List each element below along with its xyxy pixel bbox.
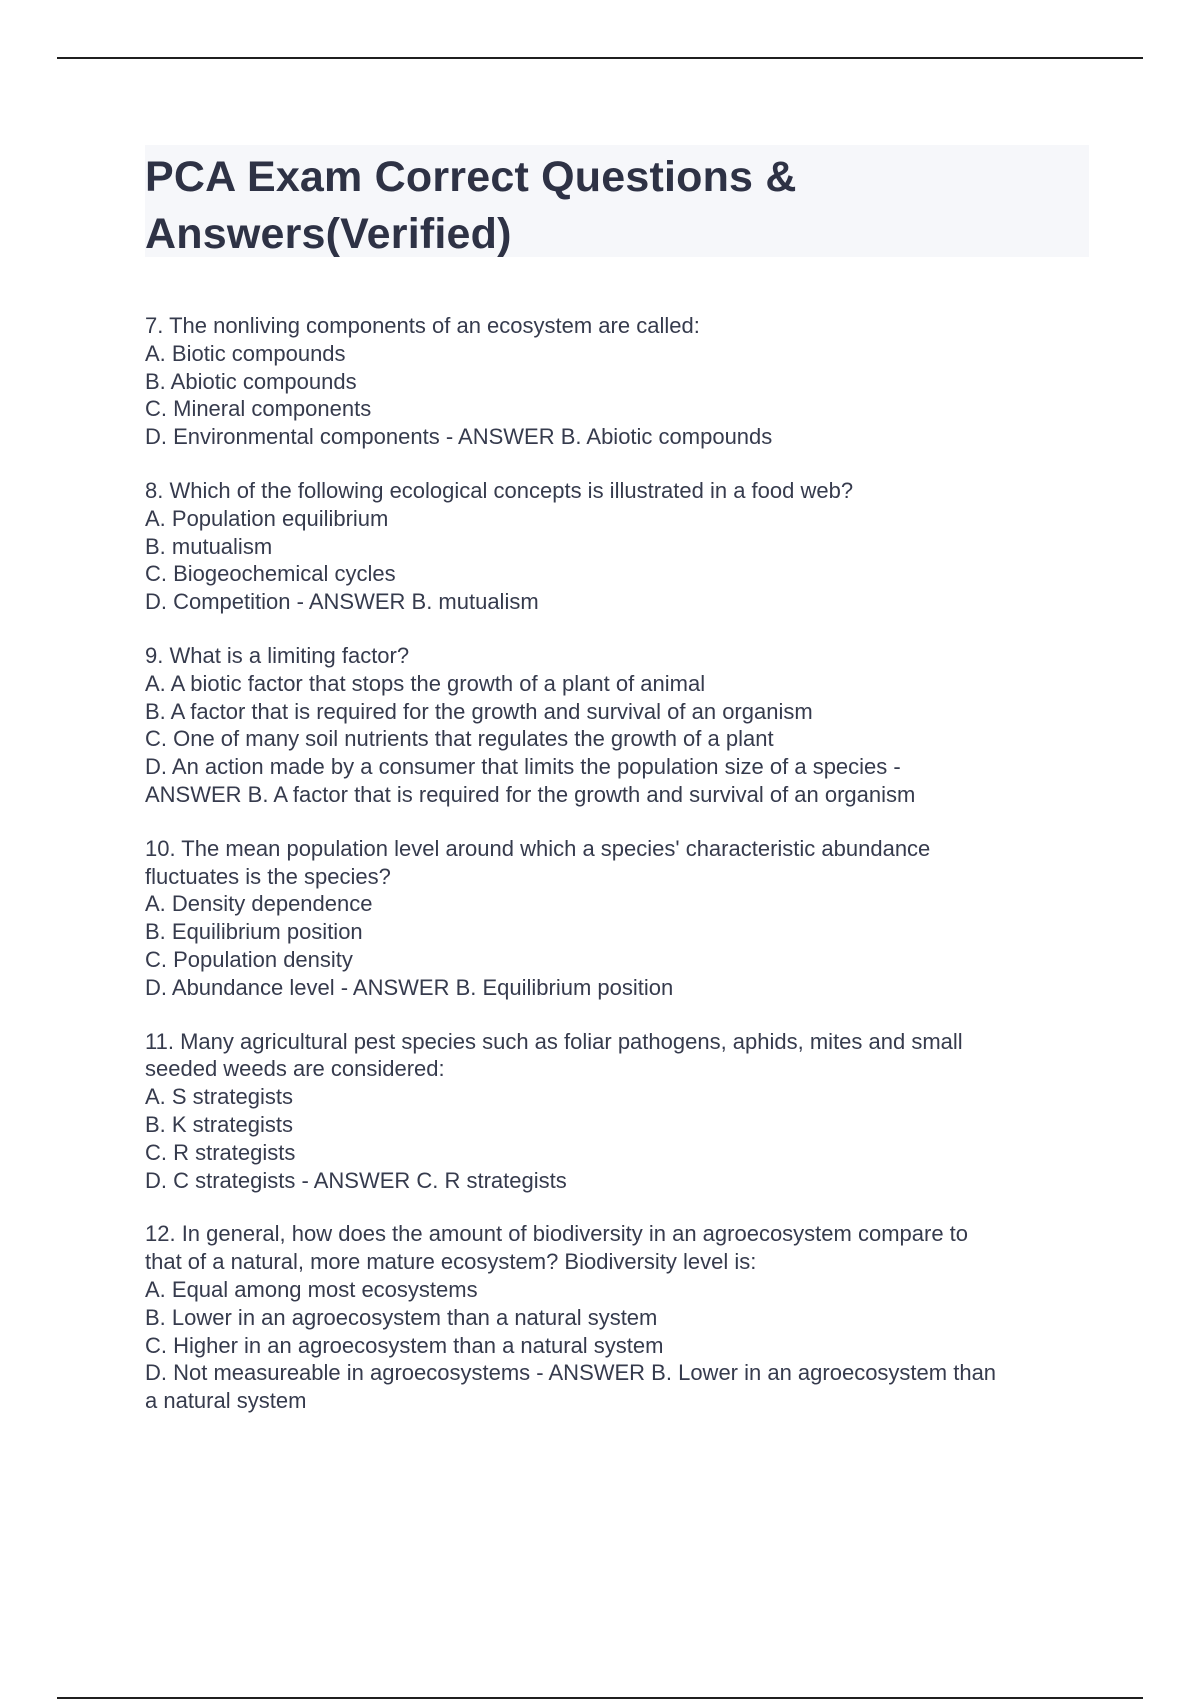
question-block <box>145 1220 1095 1415</box>
question-block <box>145 312 1095 451</box>
question-line: C. Population density <box>145 946 353 972</box>
question-line: C. R strategists <box>145 1139 296 1165</box>
question-line: B. mutualism <box>145 533 273 559</box>
title-line-2: Answers(Verified) <box>145 210 512 258</box>
question-line: A. A biotic factor that stops the growth of a plant of animal <box>145 670 706 696</box>
question-line: C. Higher in an agroecosystem than a natural system <box>145 1332 664 1358</box>
question-block <box>145 835 1095 1002</box>
question-line: D. An action made by a consumer that limits the population size of a species - <box>145 754 901 780</box>
question-text: 8. Which of the following ecological concepts is illustrated in a food web? <box>145 477 854 503</box>
question-line: D. Not measureable in agroecosystems - ANSWER B. Lower in an agroecosystem than <box>145 1360 997 1386</box>
question-line: A. Density dependence <box>145 891 373 917</box>
question-text: 9. What is a limiting factor? <box>145 642 410 668</box>
question-line: B. K strategists <box>145 1111 293 1137</box>
title-block <box>145 145 1089 257</box>
question-text: 12. In general, how does the amount of biodiversity in an agroecosystem compare to <box>145 1221 969 1247</box>
question-line: a natural system <box>145 1388 307 1414</box>
question-line: seeded weeds are considered: <box>145 1056 445 1082</box>
question-block <box>145 1028 1095 1195</box>
title-line-1: PCA Exam Correct Questions & <box>145 153 797 201</box>
question-line: C. Biogeochemical cycles <box>145 561 396 587</box>
question-block <box>145 477 1095 616</box>
question-line: A. Population equilibrium <box>145 505 389 531</box>
question-line: B. A factor that is required for the growth and survival of an organism <box>145 698 813 724</box>
question-line: A. S strategists <box>145 1084 293 1110</box>
question-text: 7. The nonliving components of an ecosystem are called: <box>145 313 700 338</box>
question-text: 11. Many agricultural pest species such as foliar pathogens, aphids, mites and small <box>145 1028 963 1054</box>
bottom-rule <box>57 1697 1143 1699</box>
question-line: D. C strategists - ANSWER C. R strategists <box>145 1167 567 1193</box>
top-rule <box>57 57 1143 59</box>
question-line: fluctuates is the species? <box>145 863 391 889</box>
question-line: that of a natural, more mature ecosystem? Biodiversity level is: <box>145 1249 757 1275</box>
question-line: B. Equilibrium position <box>145 919 363 945</box>
question-line: C. One of many soil nutrients that regulates the growth of a plant <box>145 726 774 752</box>
question-line: A. Equal among most ecosystems <box>145 1276 478 1302</box>
question-line: B. Lower in an agroecosystem than a natural system <box>145 1304 658 1330</box>
questions-list <box>145 312 1095 1441</box>
question-line: A. Biotic compounds <box>145 340 346 366</box>
question-line: D. Environmental components - ANSWER B. Abiotic compounds <box>145 424 773 450</box>
question-line: C. Mineral components <box>145 396 372 422</box>
question-line: D. Competition - ANSWER B. mutualism <box>145 589 539 615</box>
question-text: 10. The mean population level around which a species' characteristic abundance <box>145 835 931 861</box>
question-line: D. Abundance level - ANSWER B. Equilibrium position <box>145 974 674 1000</box>
question-line: ANSWER B. A factor that is required for the growth and survival of an organism <box>145 781 916 807</box>
page-title <box>145 145 1089 263</box>
question-line: B. Abiotic compounds <box>145 368 357 394</box>
question-block <box>145 642 1095 809</box>
